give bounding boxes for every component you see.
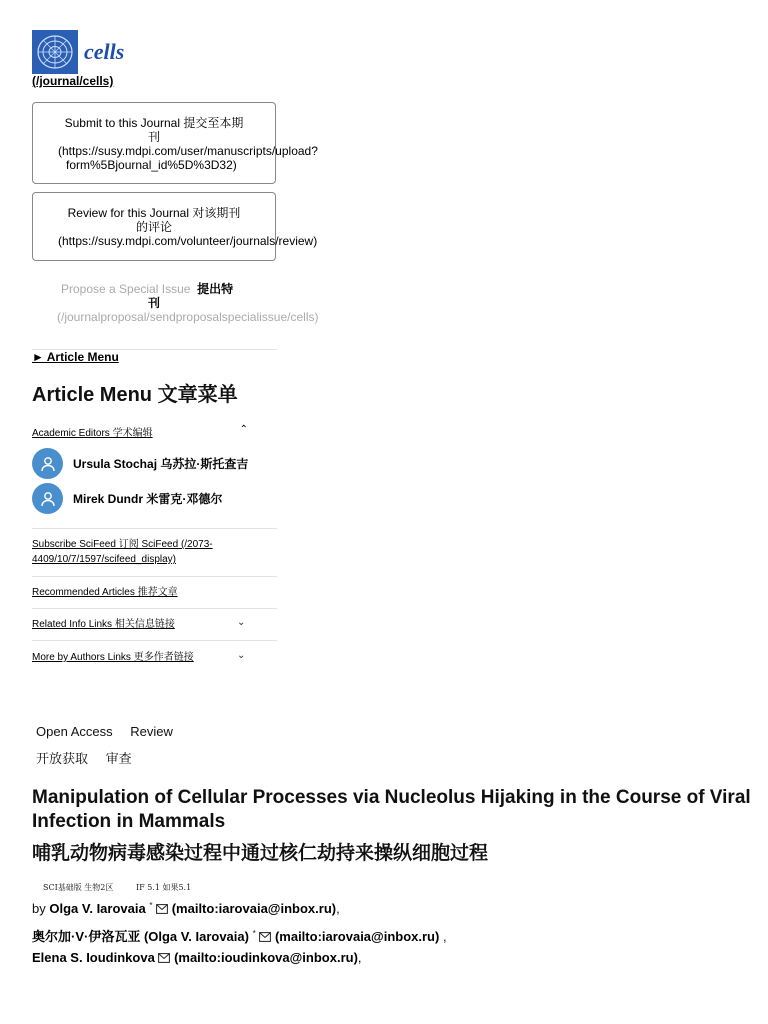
article-badges: [36, 724, 187, 739]
divider: [32, 640, 277, 641]
journal-logo[interactable]: [32, 30, 124, 74]
metric-sci-zone: SCI基础版 生物2区: [43, 883, 114, 892]
submit-to-journal-button[interactable]: [32, 102, 318, 184]
chevron-down-icon[interactable]: ⌄: [237, 617, 246, 628]
subscribe-scifeed-link[interactable]: [32, 537, 213, 567]
divider: [32, 608, 277, 609]
editor-name: Ursula Stochaj 乌苏拉·斯托查吉: [73, 457, 249, 471]
author-name[interactable]: Olga V. Iarovaia: [49, 901, 146, 916]
review-badge: Review: [130, 724, 173, 739]
subscribe-line2: 4409/10/7/1597/scifeed_display): [32, 554, 176, 565]
mail-icon[interactable]: [158, 953, 170, 963]
editor-item[interactable]: [32, 483, 222, 514]
cells-logo-icon: [32, 30, 78, 74]
author-name[interactable]: Elena S. Ioudinkova: [32, 950, 155, 965]
journal-metrics: [43, 882, 211, 893]
author-email-link[interactable]: (mailto:ioudinkova@inbox.ru): [174, 950, 358, 965]
corresponding-mark: *: [149, 901, 153, 910]
propose-label-zh: 提出特: [197, 282, 234, 296]
review-badge-zh: 审查: [105, 751, 132, 766]
comma: ,: [439, 929, 447, 944]
chevron-up-icon: ⌃: [239, 424, 248, 435]
by-label: by: [32, 901, 46, 916]
mail-icon[interactable]: [156, 904, 168, 914]
author-email-link[interactable]: (mailto:iarovaia@inbox.ru): [274, 929, 440, 944]
propose-label-zh-cont: 刊: [148, 296, 161, 310]
propose-label: Propose a Special Issue: [61, 282, 191, 296]
submit-label-cont: 刊: [147, 130, 160, 144]
author-line-1: [32, 901, 340, 916]
related-info-links[interactable]: Related Info Links 相关信息链接: [32, 619, 175, 630]
open-access-badge-zh: 开放获取: [36, 751, 89, 766]
article-menu-toggle[interactable]: ► Article Menu: [32, 350, 119, 364]
author-line-2: [32, 926, 447, 945]
chevron-down-icon[interactable]: ⌄: [237, 650, 246, 661]
user-avatar-icon: [32, 483, 63, 514]
propose-special-issue-link[interactable]: [32, 282, 332, 324]
review-for-journal-button[interactable]: [32, 192, 318, 261]
recommended-articles-link[interactable]: Recommended Articles 推荐文章: [32, 587, 178, 598]
article-title: Manipulation of Cellular Processes via Nucleolus Hijaking in the Course of Viral Infection in Mammals: [32, 787, 751, 832]
open-access-badge: Open Access: [36, 724, 113, 739]
comma: ,: [357, 950, 362, 965]
submit-label: Submit to this Journal 提交至本期: [64, 116, 244, 130]
logo-text: cells: [84, 39, 125, 64]
submit-url-cont: form%5Bjournal_id%5D%3D32): [66, 158, 237, 172]
mail-icon[interactable]: [259, 932, 271, 942]
user-avatar-icon: [32, 448, 63, 479]
editor-item[interactable]: [32, 448, 248, 479]
divider: [32, 528, 277, 529]
divider: [32, 576, 277, 577]
review-url: (https://susy.mdpi.com/volunteer/journals/review): [58, 234, 318, 248]
journal-link[interactable]: (/journal/cells): [32, 74, 114, 88]
propose-url: (/journalproposal/sendproposalspecialissue/cells): [57, 310, 319, 324]
comma: ,: [336, 901, 340, 916]
submit-url: (https://susy.mdpi.com/user/manuscripts/upload?: [58, 144, 318, 158]
article-badges-zh: [36, 748, 146, 767]
metric-impact-factor: IF 5.1 如果5.1: [135, 883, 192, 892]
academic-editors-header[interactable]: [32, 424, 248, 439]
author-name-zh[interactable]: 奥尔加·V·伊洛瓦亚 (Olga V. Iarovaia): [32, 929, 249, 944]
more-by-authors-link[interactable]: More by Authors Links 更多作者链接: [32, 652, 194, 663]
article-title-zh: 哺乳动物病毒感染过程中通过核仁劫持来操纵细胞过程: [32, 843, 489, 864]
editor-name: Mirek Dundr 米雷克·邓德尔: [73, 492, 223, 506]
subscribe-line1: Subscribe SciFeed 订阅 SciFeed (/2073-: [32, 539, 213, 550]
corresponding-mark: *: [252, 929, 256, 938]
academic-editors-label: Academic Editors 学术编辑: [32, 428, 153, 439]
article-menu-title: Article Menu 文章菜单: [32, 384, 238, 406]
review-label: Review for this Journal 对该期刊: [67, 206, 241, 220]
author-email-link[interactable]: (mailto:iarovaia@inbox.ru): [171, 901, 337, 916]
author-line-3: [32, 950, 362, 965]
review-label-cont: 的评论: [135, 220, 172, 234]
